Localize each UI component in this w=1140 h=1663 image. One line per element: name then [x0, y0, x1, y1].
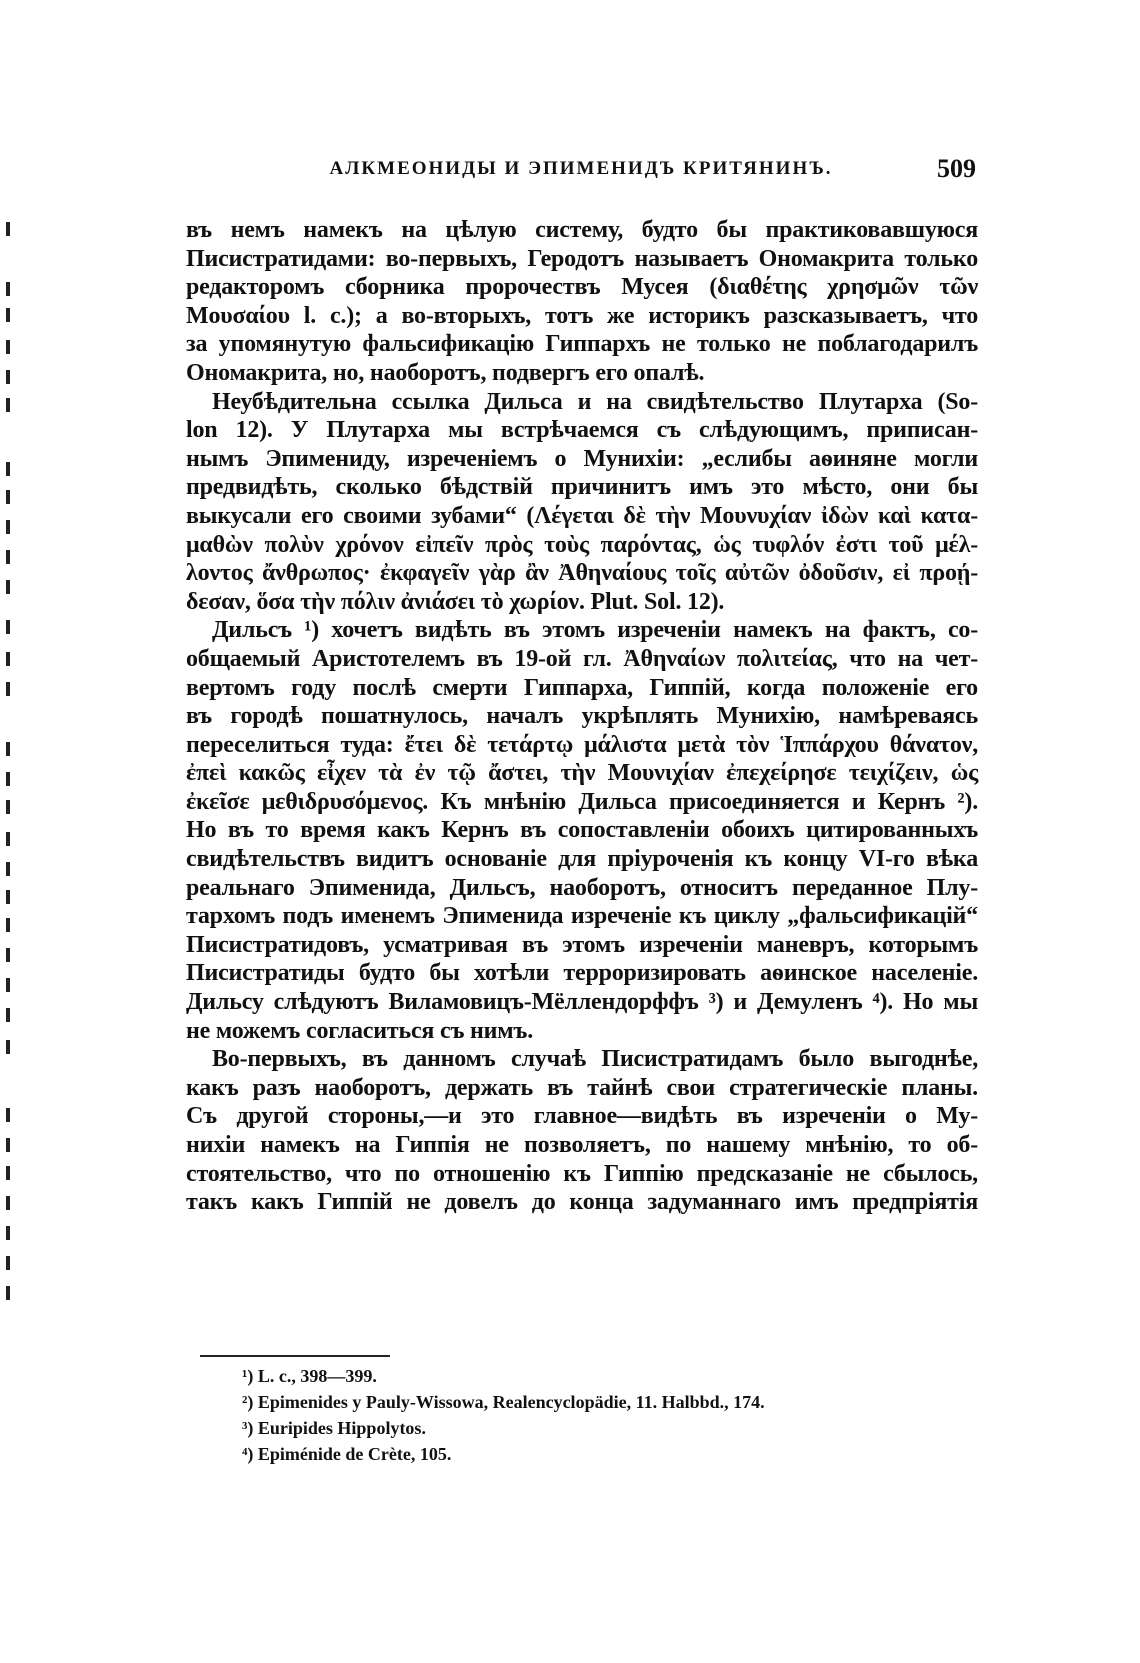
margin-mark: [6, 1226, 10, 1240]
binding-edge-marks: [0, 0, 20, 1663]
text-line: вертомъ году послѣ смерти Гиппарха, Гиппій, когда положеніе его: [186, 674, 978, 701]
margin-mark: [6, 490, 10, 504]
text-line: Μουσαίου l. c.); а во-вторыхъ, тотъ же историкъ разсказываетъ, что: [186, 302, 978, 329]
margin-mark: [6, 978, 10, 992]
margin-mark: [6, 370, 10, 384]
text-line: какъ разъ наоборотъ, держать въ тайнѣ свои стратегическіе планы.: [186, 1074, 978, 1101]
text-line: λοντος ἄνθρωπος· ἐκφαγεῖν γὰρ ἂν Ἀθηναίους τοῖς αὐτῶν ὀδοῦσιν, εἰ προῄ-: [186, 560, 978, 587]
text-line: переселиться туда: ἔτει δὲ τετάρτῳ μάλιστα μετὰ τὸν Ἱππάρχου θάνατον,: [186, 731, 978, 758]
paragraph-start-line: Неубѣдительна ссылка Дильса и на свидѣтельство Плутарха (So-: [212, 388, 978, 415]
text-line: такъ какъ Гиппій не довелъ до конца задуманнаго имъ предпріятія: [186, 1189, 978, 1216]
text-line: Писистратиды будто бы хотѣли терроризировать аѳинское населеніе.: [186, 960, 978, 987]
margin-mark: [6, 772, 10, 786]
paragraph-start-line: Во-первыхъ, въ данномъ случаѣ Писистратидамъ было выгоднѣе,: [212, 1046, 978, 1073]
text-line: нымъ Эпимениду, изреченіемъ о Мунихіи: „еслибы аѳиняне могли: [186, 445, 978, 472]
text-line: lon 12). У Плутарха мы встрѣчаемся съ слѣдующимъ, приписан-: [186, 417, 978, 444]
text-line: ἐκεῖσε μεθιδρυσόμενος. Къ мнѣнію Дильса присоединяется и Кернъ ²).: [186, 788, 978, 815]
text-line: за упомянутую фальсификацію Гиппархъ не только не поблагодарилъ: [186, 331, 978, 358]
margin-mark: [6, 1008, 10, 1022]
footnote: ²) Epimenides y Pauly-Wissowa, Realencyclopädie, 11. Halbbd., 174.: [242, 1392, 765, 1412]
text-line: Писистратидовъ, усматривая въ этомъ изреченіи маневръ, которымъ: [186, 931, 978, 958]
margin-mark: [6, 580, 10, 594]
margin-mark: [6, 620, 10, 634]
text-line: δεσαν, ὅσα τὴν πόλιν ἀνιάσει τὸ χωρίον. Plut. Sol. 12).: [186, 588, 725, 615]
text-line: въ городѣ пошатнулось, началъ укрѣплять Мунихію, намѣреваясь: [186, 703, 978, 730]
margin-mark: [6, 862, 10, 876]
running-head-title: АЛКМЕОНИДЫ И ЭПИМЕНИДЪ КРИТЯНИНЪ.: [329, 158, 833, 179]
page-number: 509: [937, 154, 976, 183]
margin-mark: [6, 462, 10, 476]
margin-mark: [6, 800, 10, 814]
margin-mark: [6, 1040, 10, 1054]
paragraph-start-line: Дильсъ ¹) хочетъ видѣть въ этомъ изреченіи намекъ на фактъ, со-: [212, 617, 978, 644]
margin-mark: [6, 308, 10, 322]
footnotes: [242, 1363, 942, 1467]
footnote: ⁴) Epiménide de Crète, 105.: [242, 1444, 452, 1464]
text-line: нихіи намекъ на Гиппія не позволяетъ, по нашему мнѣнію, то об-: [186, 1132, 978, 1158]
text-line: тархомъ подъ именемъ Эпименида изреченіе къ циклу „фальсификацій“: [186, 903, 978, 930]
text-line: предвидѣть, сколько бѣдствій причинитъ имъ это мѣсто, они бы: [186, 474, 978, 501]
text-line: въ немъ намекъ на цѣлую систему, будто бы практиковавшуюся: [186, 217, 978, 243]
margin-mark: [6, 282, 10, 296]
running-head: [186, 154, 976, 188]
footnote-rule: [200, 1355, 390, 1357]
text-line: μαθὼν πολὺν χρόνον εἰπεῖν πρὸς τοὺς παρόντας, ὡς τυφλόν ἐστι τοῦ μέλ-: [186, 531, 978, 558]
margin-mark: [6, 1256, 10, 1270]
footnote: ³) Euripides Hippolytos.: [242, 1418, 426, 1438]
margin-mark: [6, 1138, 10, 1152]
margin-mark: [6, 832, 10, 846]
margin-mark: [6, 520, 10, 534]
margin-mark: [6, 222, 10, 236]
margin-mark: [6, 340, 10, 354]
text-line: стоятельство, что по отношенію къ Гиппію предсказаніе не сбылось,: [186, 1160, 978, 1187]
text-line: выкусали его своими зубами“ (Λέγεται δὲ τὴν Μουνυχίαν ἰδὼν καὶ κατα-: [186, 502, 978, 529]
margin-mark: [6, 398, 10, 412]
text-line: общаемый Аристотелемъ въ 19-ой гл. Ἀθηναίων πολιτείας, что на чет-: [186, 645, 978, 672]
margin-mark: [6, 1196, 10, 1210]
text-line: Ономакрита, но, наоборотъ, подвергъ его опалѣ.: [186, 359, 705, 386]
margin-mark: [6, 682, 10, 696]
margin-mark: [6, 652, 10, 666]
margin-mark: [6, 918, 10, 932]
margin-mark: [6, 890, 10, 904]
margin-mark: [6, 1166, 10, 1180]
text-line: редакторомъ сборника пророчествъ Мусея (διαθέτης χρησμῶν τῶν: [186, 274, 978, 301]
body-text: [186, 216, 978, 1217]
margin-mark: [6, 742, 10, 756]
text-line: Писистратидами: во-первыхъ, Геродотъ называетъ Ономакрита только: [186, 245, 978, 272]
margin-mark: [6, 550, 10, 564]
text-line: Но въ то время какъ Кернъ въ сопоставленіи обоихъ цитированныхъ: [186, 817, 978, 844]
margin-mark: [6, 948, 10, 962]
text-line: свидѣтельствъ видитъ основаніе для пріуроченія къ концу VI-го вѣка: [186, 846, 978, 873]
margin-mark: [6, 1286, 10, 1300]
text-line: не можемъ согласиться съ нимъ.: [186, 1017, 534, 1044]
text-line: реальнаго Эпименида, Дильсъ, наоборотъ, относитъ переданное Плу-: [186, 874, 978, 901]
text-line: Дильсу слѣдуютъ Виламовицъ-Мёллендорффъ ³) и Демуленъ ⁴). Но мы: [186, 989, 978, 1016]
text-line: Съ другой стороны,—и это главное—видѣть въ изреченіи о Му-: [186, 1103, 978, 1130]
footnote: ¹) L. c., 398—399.: [242, 1366, 377, 1386]
text-line: ἐπεὶ κακῶς εἶχεν τὰ ἐν τῷ ἄστει, τὴν Μουνιχίαν ἐπεχείρησε τειχίζειν, ὡς: [186, 760, 978, 787]
margin-mark: [6, 1108, 10, 1122]
